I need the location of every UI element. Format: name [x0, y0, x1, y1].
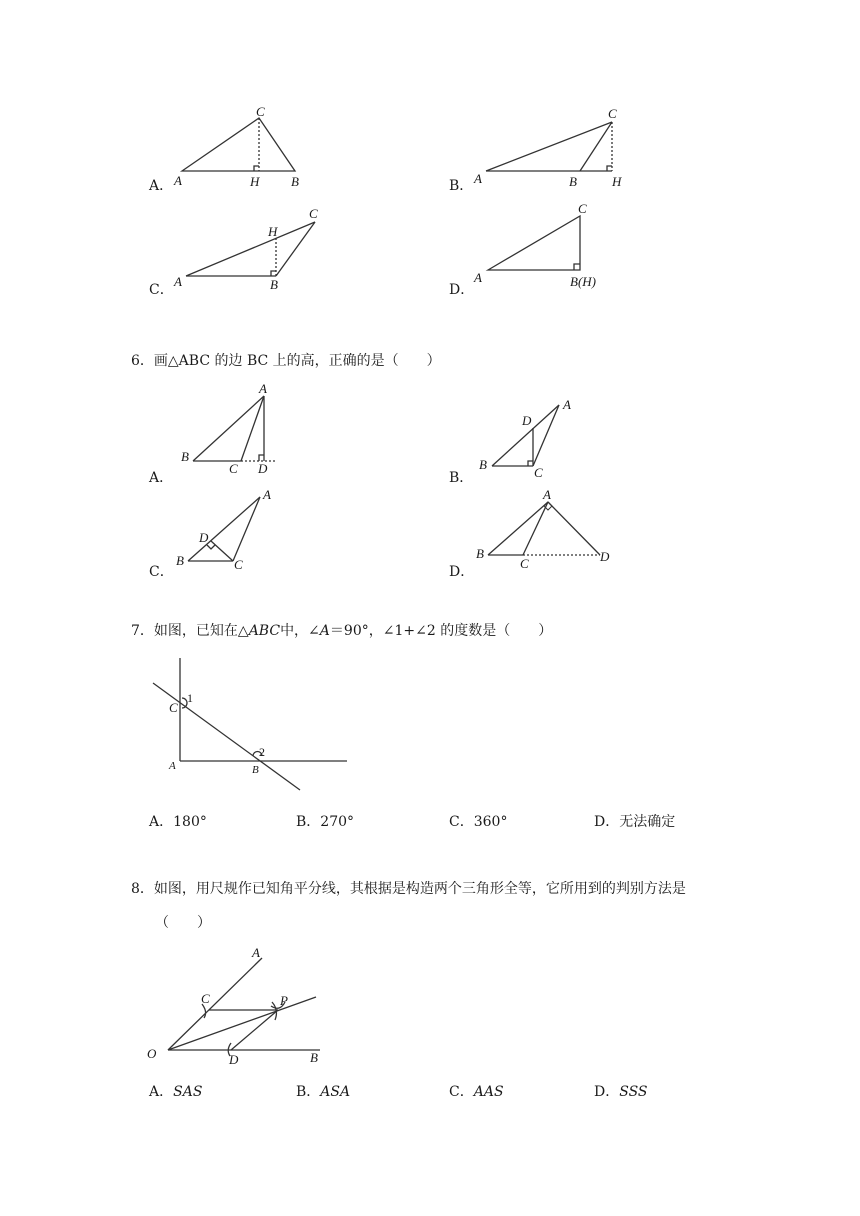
q8-option-d[interactable]: D．SSS [594, 1084, 648, 1100]
point-c-label: C [229, 461, 238, 476]
point-a-label: A [169, 760, 176, 772]
point-b-label: B [252, 764, 259, 776]
point-d-label: D [199, 530, 209, 545]
q7-stem: 7．如图，已知在△ABC中，∠A＝90°，∠1+∠2 的度数是（ ） [131, 623, 553, 639]
q5-figure-d [470, 200, 630, 295]
q5-figure-a [170, 100, 320, 195]
point-b-label: B [479, 457, 487, 472]
point-a-label: A [263, 487, 271, 502]
q8-figure [140, 940, 340, 1070]
q8-option-a[interactable]: A．SAS [149, 1084, 203, 1100]
q8-stem: 8．如图，用尺规作已知角平分线，其根据是构造两个三角形全等，它所用到的判别方法是 [131, 881, 686, 897]
point-o-label: O [147, 1046, 157, 1061]
point-a-label: A [252, 945, 260, 960]
point-a-label: A [259, 381, 267, 396]
point-d-label: D [600, 549, 610, 564]
point-a-label: A [563, 397, 571, 412]
point-c-label: C [608, 106, 617, 121]
point-c-label: C [578, 201, 587, 216]
q7-figure [145, 650, 365, 800]
angle-2-label: 2 [259, 745, 265, 759]
q8-stem-paren: （ ） [155, 915, 211, 931]
q7-option-b[interactable]: B．270° [296, 814, 355, 830]
q6-option-c-label: C． [149, 564, 174, 580]
point-c-label: C [520, 556, 529, 571]
point-d-label: D [522, 413, 532, 428]
point-b-label: B [270, 277, 278, 292]
q7-option-c[interactable]: C．360° [449, 814, 508, 830]
q6-figure-b [475, 393, 590, 478]
point-b-label: B [291, 174, 299, 189]
point-h-label: H [612, 174, 622, 189]
q6-stem: 6．画△ABC 的边 BC 上的高，正确的是（ ） [131, 353, 441, 369]
q8-option-c[interactable]: C．AAS [449, 1084, 504, 1100]
point-c-label: C [201, 991, 210, 1006]
q6-option-b-label: B． [449, 470, 474, 486]
point-c-label: C [256, 104, 265, 119]
point-b-label: B [310, 1050, 318, 1065]
point-b-label: B [569, 174, 577, 189]
q5-figure-c [170, 200, 330, 295]
q5-figure-b [470, 100, 640, 195]
q5-option-d-label: D． [449, 282, 475, 298]
point-b-label: B [476, 546, 484, 561]
angle-1-label: 1 [187, 691, 193, 705]
q7-option-d[interactable]: D．无法确定 [594, 814, 676, 830]
point-c-label: C [234, 557, 243, 572]
point-h-label: H [268, 224, 278, 239]
q5-option-a-label: A． [149, 178, 174, 194]
point-a-label: A [174, 173, 182, 188]
q8-option-b[interactable]: B．ASA [296, 1084, 351, 1100]
q6-option-d-label: D． [449, 564, 475, 580]
q5-option-c-label: C． [149, 282, 174, 298]
point-b-label: B [176, 553, 184, 568]
point-d-label: D [229, 1052, 239, 1067]
point-c-label: C [169, 700, 178, 715]
point-c-label: C [309, 206, 318, 221]
point-p-label: P [280, 993, 288, 1008]
q7-option-a[interactable]: A．180° [149, 814, 207, 830]
point-b-label: B [181, 449, 189, 464]
q6-figure-c [170, 485, 285, 575]
point-d-label: D [258, 461, 268, 476]
point-c-label: C [534, 465, 543, 480]
point-h-label: H [250, 174, 260, 189]
point-a-label: A [174, 274, 182, 289]
point-a-label: A [474, 171, 482, 186]
q6-figure-d [470, 485, 620, 575]
point-a-label: A [474, 270, 482, 285]
q5-option-b-label: B． [449, 178, 474, 194]
point-a-label: A [543, 487, 551, 502]
point-bh-label: B(H) [570, 274, 596, 289]
q6-option-a-label: A． [149, 470, 174, 486]
q6-figure-a [175, 378, 290, 476]
